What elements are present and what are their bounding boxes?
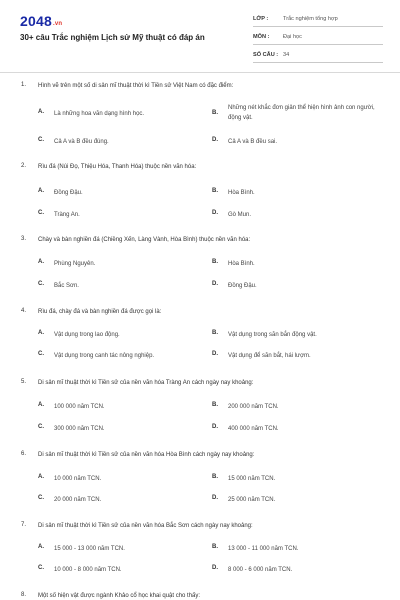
meta-key: LỚP : <box>253 16 269 22</box>
option-text: 25 000 năm TCN. <box>228 497 276 503</box>
option-label: A. <box>38 402 44 408</box>
option-text: 300 000 năm TCN. <box>54 426 105 432</box>
option-label: D. <box>212 495 218 501</box>
option-text: Phùng Nguyên. <box>54 261 96 267</box>
option-text: Hòa Bình. <box>228 261 255 267</box>
option-label: A. <box>38 544 44 550</box>
option-text: Vật dụng trong lao động. <box>54 332 120 338</box>
question-text: Rìu đá, chày đá và bàn nghiền đá được gọi là: <box>38 309 162 315</box>
question-number: 7. <box>21 522 27 528</box>
meta-panel <box>253 14 383 68</box>
question-number: 1. <box>21 82 27 88</box>
option-label: C. <box>38 281 44 287</box>
option-label: D. <box>212 137 218 143</box>
option-text: Vật dụng trong canh tác nông nghiệp. <box>54 353 155 359</box>
meta-value: Đại học <box>283 34 302 40</box>
question-number: 3. <box>21 236 27 242</box>
option-label: A. <box>38 330 44 336</box>
option-label: C. <box>38 565 44 571</box>
question-number: 6. <box>21 451 27 457</box>
option-label: B. <box>212 474 218 480</box>
option-label: D. <box>212 424 218 430</box>
option-label: A. <box>38 474 44 480</box>
logo-text: 2048 <box>20 13 52 29</box>
question-text: Hình vẽ trên một số di sản mĩ thuật thời kì Tiền sử Việt Nam có đặc điểm: <box>38 83 234 89</box>
option-text: 15 000 năm TCN. <box>228 476 276 482</box>
logo-suffix: .vn <box>52 21 63 27</box>
option-text: 200 000 năm TCN. <box>228 404 279 410</box>
option-text: 20 000 năm TCN. <box>54 497 102 503</box>
option-label: C. <box>38 495 44 501</box>
option-text: Tràng An. <box>54 212 80 218</box>
question-text: Di sản mĩ thuật thời kì Tiền sử của nền văn hóa Bắc Sơn cách ngày nay khoảng: <box>38 523 253 529</box>
option-text: 10 000 - 8 000 năm TCN. <box>54 567 122 573</box>
question-text: Di sản mĩ thuật thời kì Tiền sử của nền văn hóa Hòa Bình cách ngày nay khoảng: <box>38 452 255 458</box>
site-logo[interactable] <box>20 13 62 29</box>
meta-row-class <box>253 14 383 27</box>
question-number: 8. <box>21 592 27 598</box>
option-label: B. <box>212 544 218 550</box>
page-title: 30+ câu Trắc nghiệm Lịch sử Mỹ thuật có đáp án <box>20 33 205 42</box>
option-text: Những nét khắc đơn giản thể hiện hình ảnh con người, động vật. <box>228 105 375 121</box>
option-text: Cả A và B đều sai. <box>228 139 278 145</box>
option-text: Vật dụng trong săn bắn động vật. <box>228 332 317 338</box>
option-text: Gò Mun. <box>228 212 252 218</box>
meta-key: MÔN : <box>253 34 270 40</box>
option-text: 8 000 - 6 000 năm TCN. <box>228 567 293 573</box>
option-label: A. <box>38 109 44 115</box>
option-label: D. <box>212 281 218 287</box>
meta-row-count <box>253 50 383 63</box>
option-label: D. <box>212 565 218 571</box>
option-label: C. <box>38 351 44 357</box>
option-text: Đồng Đậu. <box>54 190 83 196</box>
option-label: B. <box>212 330 218 336</box>
option-text: Đồng Đậu. <box>228 283 257 289</box>
option-text: Là những hoa văn dạng hình học. <box>54 111 145 117</box>
option-label: A. <box>38 188 44 194</box>
option-label: A. <box>38 259 44 265</box>
option-label: D. <box>212 351 218 357</box>
meta-key: SỐ CÂU : <box>253 52 279 58</box>
option-text: Vật dụng để săn bắt, hái lượm. <box>228 353 311 359</box>
question-number: 5. <box>21 379 27 385</box>
question-text: Chày và bàn nghiền đá (Chiềng Xến, Làng Vành, Hòa Bình) thuộc nền văn hóa: <box>38 237 251 243</box>
question-number: 4. <box>21 308 27 314</box>
option-label: B. <box>212 110 218 116</box>
meta-value: 34 <box>283 52 290 58</box>
meta-value: Trắc nghiệm tổng hợp <box>283 16 338 22</box>
question-number: 2. <box>21 163 27 169</box>
option-text: Hòa Bình. <box>228 190 255 196</box>
meta-row-subject <box>253 32 383 45</box>
option-label: B. <box>212 259 218 265</box>
option-text: 400 000 năm TCN. <box>228 426 279 432</box>
option-text: 100 000 năm TCN. <box>54 404 105 410</box>
option-label: D. <box>212 210 218 216</box>
option-label: B. <box>212 188 218 194</box>
header-divider <box>0 72 400 73</box>
question-text: Một số hiện vật được ngành Khảo cổ học khai quật cho thấy: <box>38 593 201 599</box>
option-text: Bắc Sơn. <box>54 283 79 289</box>
page-header <box>0 0 400 72</box>
option-text: Cả A và B đều đúng. <box>54 139 109 145</box>
option-text: 15 000 - 13 000 năm TCN. <box>54 546 125 552</box>
question-text: Rìu đá (Núi Đọ, Thiệu Hóa, Thanh Hóa) thuộc nền văn hóa: <box>38 164 197 170</box>
option-label: C. <box>38 424 44 430</box>
option-text: 13 000 - 11 000 năm TCN. <box>228 546 299 552</box>
question-text: Di sản mĩ thuật thời kì Tiền sử của nền văn hóa Tràng An cách ngày nay khoảng: <box>38 380 254 386</box>
option-label: C. <box>38 210 44 216</box>
option-label: C. <box>38 137 44 143</box>
option-label: B. <box>212 402 218 408</box>
option-text: 10 000 năm TCN. <box>54 476 102 482</box>
